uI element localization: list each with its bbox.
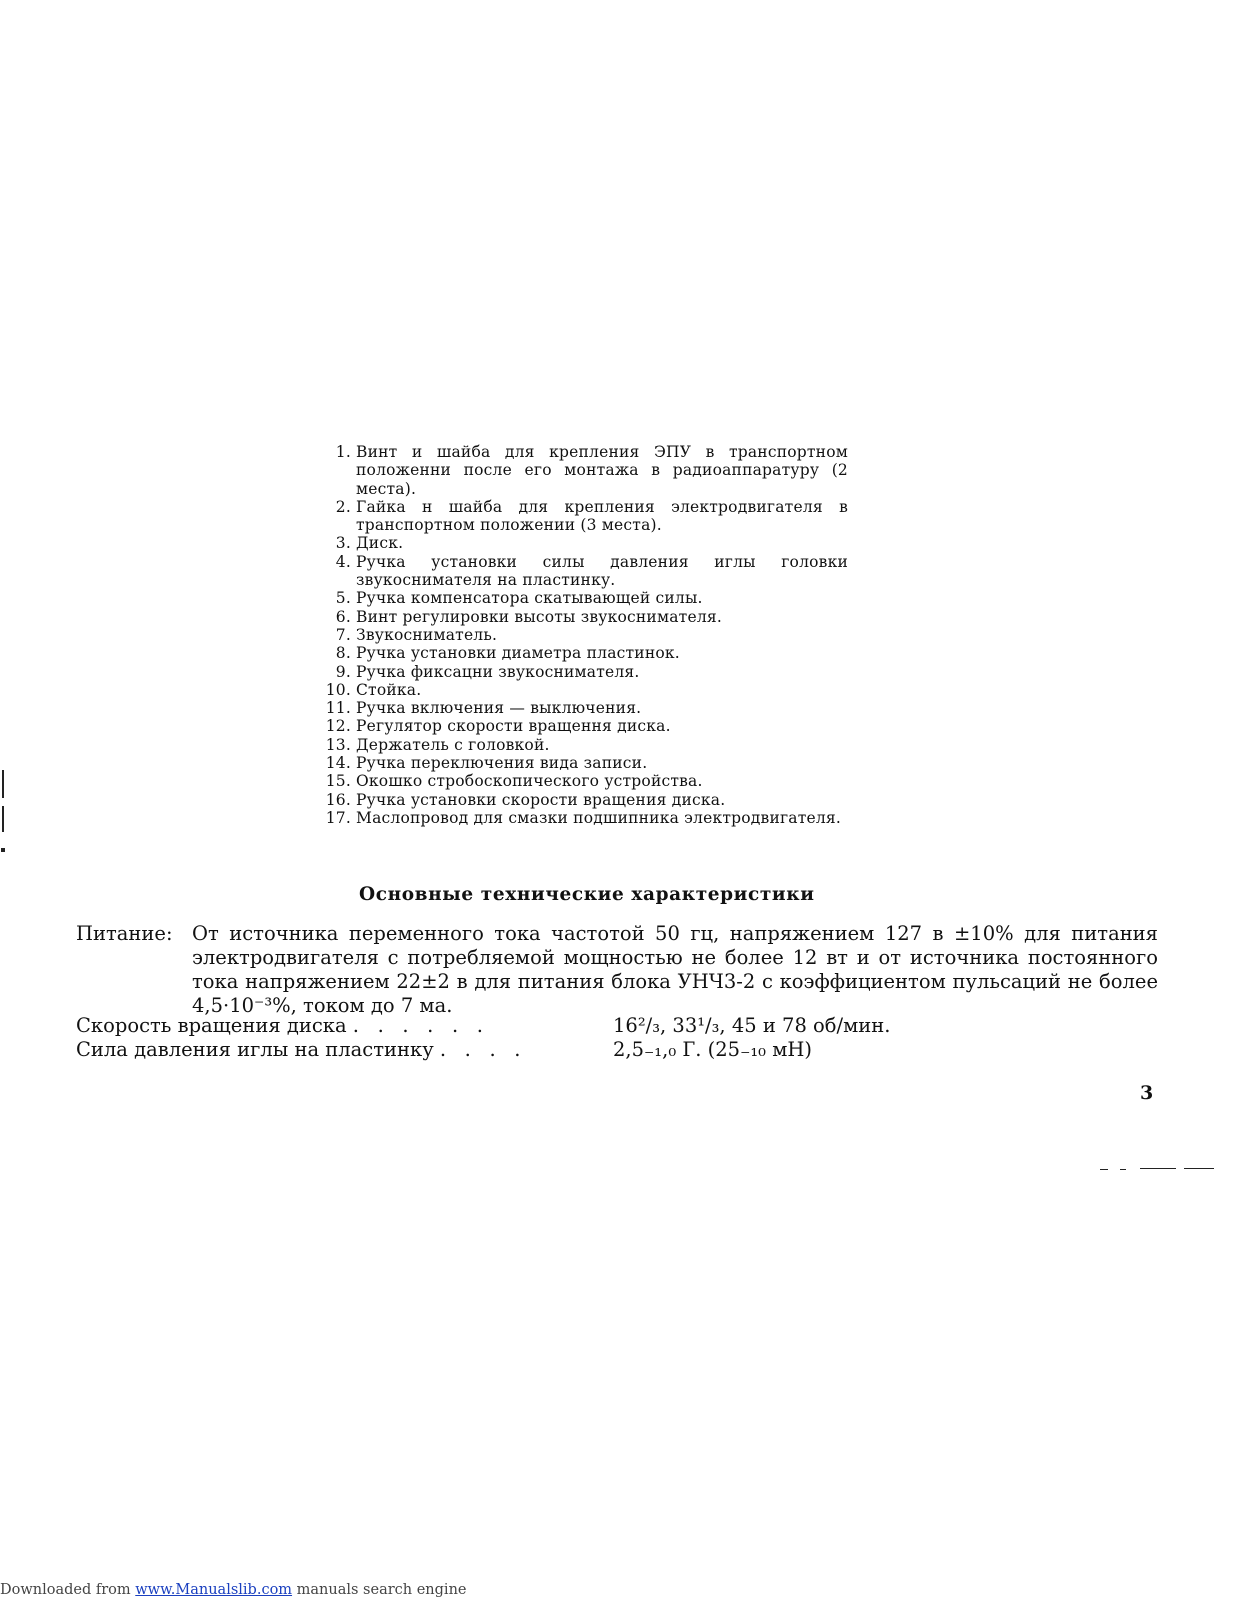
item-number: 11. bbox=[325, 699, 351, 718]
parts-list-item bbox=[318, 608, 848, 626]
parts-list-item bbox=[318, 791, 848, 809]
power-label: Питание: bbox=[76, 922, 173, 945]
item-text: Ручка компенсатора скатывающей силы. bbox=[356, 589, 703, 608]
item-text: Регулятор скорости вращення диска. bbox=[356, 717, 671, 736]
item-text: Стойка. bbox=[356, 680, 422, 699]
manualslib-link[interactable]: www.Manualslib.com bbox=[135, 1582, 293, 1598]
speed-label: Скорость вращения диска . . . . . . bbox=[76, 1014, 483, 1037]
scan-artifact bbox=[2, 770, 4, 798]
item-text: Звукосниматель. bbox=[356, 625, 498, 644]
item-number: 9. bbox=[335, 662, 351, 681]
parts-list-item bbox=[318, 809, 848, 827]
item-text: Ручка установки скорости вращения диска. bbox=[356, 790, 726, 809]
item-number: 15. bbox=[325, 772, 351, 791]
item-text: Ручка установки диаметра пластинок. bbox=[356, 644, 680, 663]
item-number: 7. bbox=[335, 625, 351, 644]
parts-list-item bbox=[318, 717, 848, 735]
item-text: Диск. bbox=[356, 534, 404, 553]
scan-artifact bbox=[2, 806, 4, 832]
item-number: 2. bbox=[335, 497, 351, 516]
scan-artifact bbox=[1, 848, 5, 852]
scan-artifact bbox=[1120, 1169, 1126, 1170]
parts-list bbox=[318, 443, 848, 827]
parts-list-item bbox=[318, 443, 848, 498]
item-text: Винт и шайба для крепления ЭПУ в транспортном положенни после его монтажа в радиоаппаратуру (2 места). bbox=[356, 443, 848, 498]
item-text: Винт регулировки высоты звукоснимателя. bbox=[356, 607, 722, 626]
force-label: Сила давления иглы на пластинку . . . . bbox=[76, 1038, 521, 1061]
scan-artifact bbox=[1140, 1168, 1176, 1169]
item-number: 1. bbox=[335, 443, 351, 461]
item-number: 14. bbox=[325, 754, 351, 773]
specs-heading: Основные технические характеристики bbox=[359, 884, 815, 905]
parts-list-item bbox=[318, 644, 848, 662]
footer bbox=[0, 1582, 467, 1598]
item-number: 3. bbox=[335, 534, 351, 553]
item-number: 5. bbox=[335, 589, 351, 608]
parts-list-item bbox=[318, 754, 848, 772]
item-number: 6. bbox=[335, 607, 351, 626]
footer-suffix: manuals search engine bbox=[292, 1582, 467, 1598]
item-text: Окошко стробоскопического устройства. bbox=[356, 772, 703, 791]
parts-list-item bbox=[318, 498, 848, 535]
parts-list-item bbox=[318, 626, 848, 644]
parts-list-item bbox=[318, 534, 848, 552]
item-number: 8. bbox=[335, 644, 351, 663]
parts-list-item bbox=[318, 553, 848, 590]
item-number: 17. bbox=[325, 808, 351, 827]
item-text: Ручка установки силы давления иглы головки звукоснимателя на пластинку. bbox=[356, 552, 848, 590]
power-spec bbox=[76, 922, 1158, 1018]
parts-list-item bbox=[318, 589, 848, 607]
footer-prefix: Downloaded from bbox=[0, 1582, 136, 1598]
item-text: Ручка включения — выключения. bbox=[356, 699, 642, 718]
parts-list-item bbox=[318, 736, 848, 754]
parts-list-item bbox=[318, 681, 848, 699]
item-number: 13. bbox=[325, 735, 351, 754]
parts-list-item bbox=[318, 663, 848, 681]
force-value: 2,5₋₁,₀ Г. (25₋₁₀ мН) bbox=[613, 1038, 812, 1061]
item-text: Гайка н шайба для крепления электродвигателя в транспортном положении (3 места). bbox=[356, 497, 848, 535]
item-text: Маслопровод для смазки подшипника электродвигателя. bbox=[356, 808, 842, 827]
item-text: Ручка переключения вида записи. bbox=[356, 754, 648, 773]
parts-list-item bbox=[318, 699, 848, 717]
item-number: 16. bbox=[325, 790, 351, 809]
item-number: 4. bbox=[335, 552, 351, 571]
item-number: 12. bbox=[325, 717, 351, 736]
item-text: Держатель с головкой. bbox=[356, 735, 550, 754]
speed-value: 16²/₃, 33¹/₃, 45 и 78 об/мин. bbox=[613, 1014, 891, 1037]
scan-artifact bbox=[1100, 1169, 1108, 1170]
page-number: 3 bbox=[1140, 1082, 1154, 1104]
scan-artifact bbox=[1184, 1168, 1214, 1169]
item-text: Ручка фиксацни звукоснимателя. bbox=[356, 662, 640, 681]
parts-list-item bbox=[318, 772, 848, 790]
item-number: 10. bbox=[325, 680, 351, 699]
power-text: От источника переменного тока частотой 50 гц, напряжением 127 в ±10% для питания электродвигателя с потребляемой мощностью не более 12 вт и от источника постоянного тока напряжением 22±2 в для питания блока УНЧ3-2 с коэффициентом пульсаций не более 4,5·10⁻³%, током до 7 ма. bbox=[192, 922, 1158, 1017]
